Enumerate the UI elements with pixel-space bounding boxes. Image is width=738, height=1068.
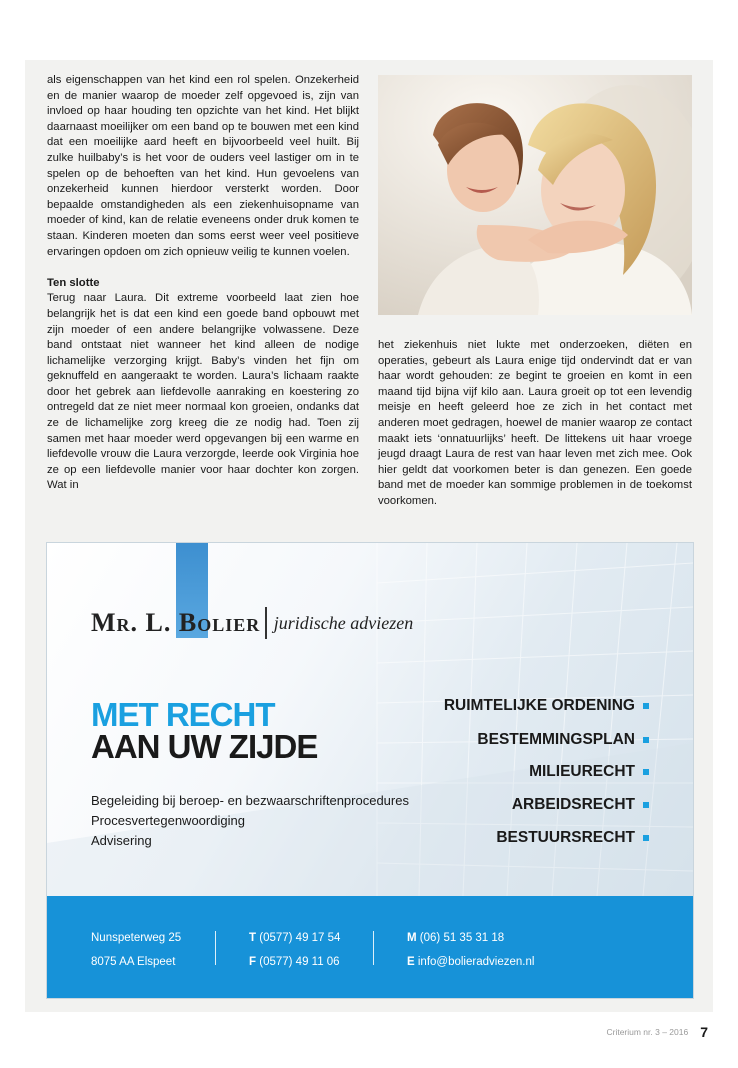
- address-street: Nunspeterweg 25: [91, 932, 182, 944]
- slogan-line-1: MET RECHT: [91, 696, 275, 733]
- service-item: Procesvertegenwoordiging: [91, 813, 245, 828]
- practice-area: RUIMTELIJKE ORDENING: [444, 697, 649, 715]
- logo-subtitle: juridische adviezen: [273, 612, 414, 633]
- address-city: 8075 AA Elspeet: [91, 956, 176, 968]
- section-heading: Ten slotte: [47, 276, 100, 289]
- article-right-column: [378, 338, 692, 510]
- firm-logo: [91, 607, 413, 639]
- article-paragraph: Terug naar Laura. Dit extreme voorbeeld laat zien hoe belangrijk het is dat een kind een goede band opbouwt met zijn moeder of een andere belangrijke volwassene. Deze band ontstaat niet wanneer het kind alleen de nodige lichamelijke verzorging krijgt. Baby’s vinden het fijn om geknuffeld en aangeraakt te worden. Laura’s lichaam raakte door het gebrek aan liefdevolle aanraking en koestering zo ontregeld dat ze niet meer normaal kon groeien, ondanks dat ze de lichamelijke zorg kreeg die ze nodig had. Toen zij samen met haar moeder werd opgevangen bij een warme en liefdevolle vrouw die Laura verzorgde, leerde ook Virginia hoe ze op een liefdevolle manier voor haar dochter kon zorgen. Wat in: [47, 292, 359, 492]
- practice-area: BESTEMMINGSPLAN: [477, 731, 649, 749]
- article-left-column: [47, 73, 359, 494]
- law-firm-advertisement: [46, 542, 694, 999]
- bullet-square-icon: [643, 769, 649, 775]
- email: E info@bolieradviezen.nl: [407, 956, 535, 968]
- service-item: Advisering: [91, 833, 152, 848]
- service-item: Begeleiding bij beroep- en bezwaarschriftenprocedures: [91, 793, 409, 808]
- phone: T (0577) 49 17 54: [249, 932, 341, 944]
- publication-name: Criterium nr. 3 – 2016: [606, 1027, 689, 1037]
- practice-area: ARBEIDSRECHT: [512, 796, 649, 814]
- footer-divider: [215, 931, 216, 965]
- footer-divider: [373, 931, 374, 965]
- mother-daughter-photo: [378, 75, 692, 315]
- logo-name: Mr. L. Bolier: [91, 608, 261, 637]
- bullet-square-icon: [643, 703, 649, 709]
- contact-footer: [47, 896, 693, 998]
- page-footer: [606, 1024, 708, 1040]
- slogan-line-2: AAN UW ZIJDE: [91, 728, 318, 765]
- article-paragraph: als eigenschappen van het kind een rol spelen. Onzekerheid en de manier waarop de moeder zelf opgevoed is, zijn van invloed op haar houding ten opzichte van het kind. Het blijkt daarnaast moeilijker om een band op te bouwen met een kind dat een moeilijke aard heeft en bijvoorbeeld veel huilt. Bij zulke huilbaby’s is het voor de ouders veel lastiger om in te spelen op de behoeften van het kind. Hun gevoelens van onzekerheid kunnen hierdoor versterkt worden. Door bepaalde omstandigheden als een ziekenhuisopname van moeder of kind, kan de relatie eveneens onder druk komen te staan. Kinderen moeten dan soms eerst weer veel positieve ervaringen opdoen om zich opnieuw veilig te kunnen voelen.: [47, 74, 359, 258]
- bullet-square-icon: [643, 802, 649, 808]
- page-number: 7: [700, 1024, 708, 1040]
- practice-area: MILIEURECHT: [529, 763, 649, 781]
- fax: F (0577) 49 11 06: [249, 956, 340, 968]
- bullet-square-icon: [643, 737, 649, 743]
- practice-area: BESTUURSRECHT: [496, 829, 649, 847]
- article-paragraph: het ziekenhuis niet lukte met onderzoeken, diëten en operaties, gebeurt als Laura enige tijd ondervindt dat er van haar wordt gehouden: ze begint te groeien en komt in een maand tijd bijna vijf kilo aan. Laura groeit op tot een levendig meisje en heeft geleerd hoe ze zich in het contact met anderen moet gedragen, hoewel de manier waarop ze contact maakt iets ‘onnatuurlijks’ heeft. De littekens uit haar vroege jeugd draagt Laura de rest van haar leven met zich mee. Ook hier geldt dat voorkomen beter is dan genezen. Een goede band met de moeder kan sommige problemen in de toekomst voorkomen.: [378, 339, 692, 507]
- mobile: M (06) 51 35 31 18: [407, 932, 505, 944]
- bullet-square-icon: [643, 835, 649, 841]
- logo-divider: [265, 607, 267, 639]
